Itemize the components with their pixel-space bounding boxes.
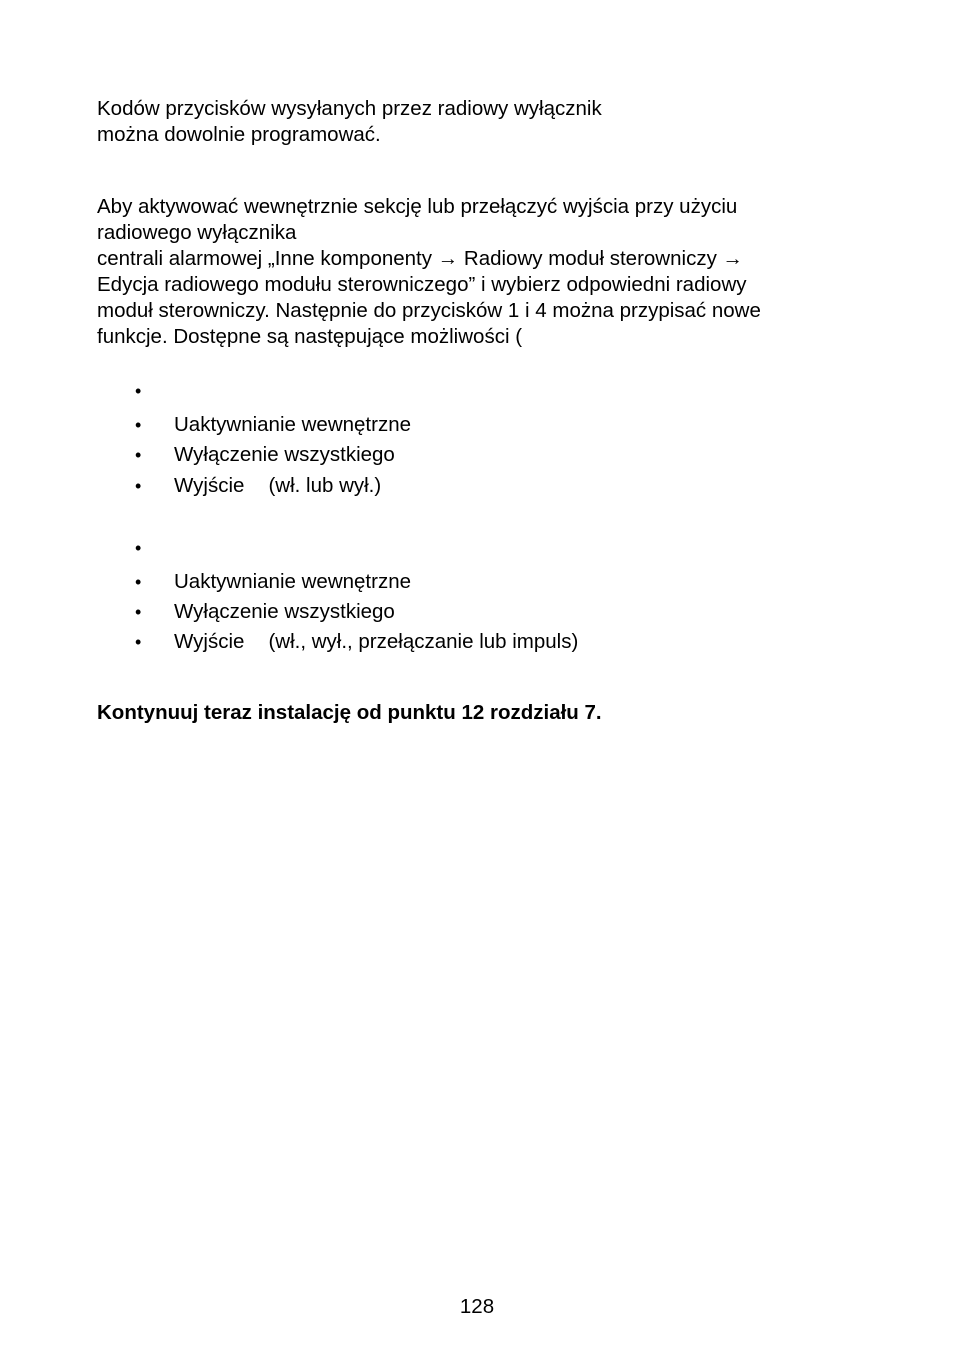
bullet-icon: • [135,602,142,622]
closing-note: Kontynuuj teraz instalację od punktu 12 rozdziału 7. [97,701,602,724]
instructions-paragraph [97,194,857,350]
list-item-label: Wyłączenie wszystkiego [174,443,395,466]
intro-paragraph [97,96,857,148]
instructions-line: Aby aktywować wewnętrznie sekcję lub przełączyć wyjścia przy użyciu [97,195,738,218]
instructions-line: Edycja radiowego modułu sterowniczego” i wybierz odpowiedni radiowy [97,273,747,296]
bullet-icon: • [135,415,142,435]
instructions-line: moduł sterowniczy. Następnie do przycisków 1 i 4 można przypisać nowe [97,299,761,322]
list-item-detail: (wł. lub wył.) [268,474,382,497]
instructions-line: funkcje. Dostępne są następujące możliwości ( [97,325,523,348]
list-item-text [174,627,578,657]
instructions-line: centrali alarmowej „Inne komponenty → Radiowy moduł sterowniczy → [97,247,744,270]
bullet-icon: • [135,381,142,401]
bullet-icon: • [135,476,142,496]
bullet-icon: • [135,632,142,652]
list-item-label: Wyjście [174,630,245,653]
bullet-icon: • [135,538,142,558]
bullet-icon: • [135,445,142,465]
intro-line: Kodów przycisków wysyłanych przez radiowy wyłącznik [97,97,602,120]
page-number: 128 [459,1295,495,1318]
instructions-line: radiowego wyłącznika [97,221,297,244]
list-item-label: Wyjście [174,474,245,497]
list-item-label: Uaktywnianie wewnętrzne [174,570,412,593]
list-item-text [174,471,381,501]
list-item-label: Uaktywnianie wewnętrzne [174,413,412,436]
list-item-detail: (wł., wył., przełączanie lub impuls) [268,630,579,653]
bullet-icon: • [135,572,142,592]
intro-line: można dowolnie programować. [97,123,381,146]
list-item-label: Wyłączenie wszystkiego [174,600,395,623]
